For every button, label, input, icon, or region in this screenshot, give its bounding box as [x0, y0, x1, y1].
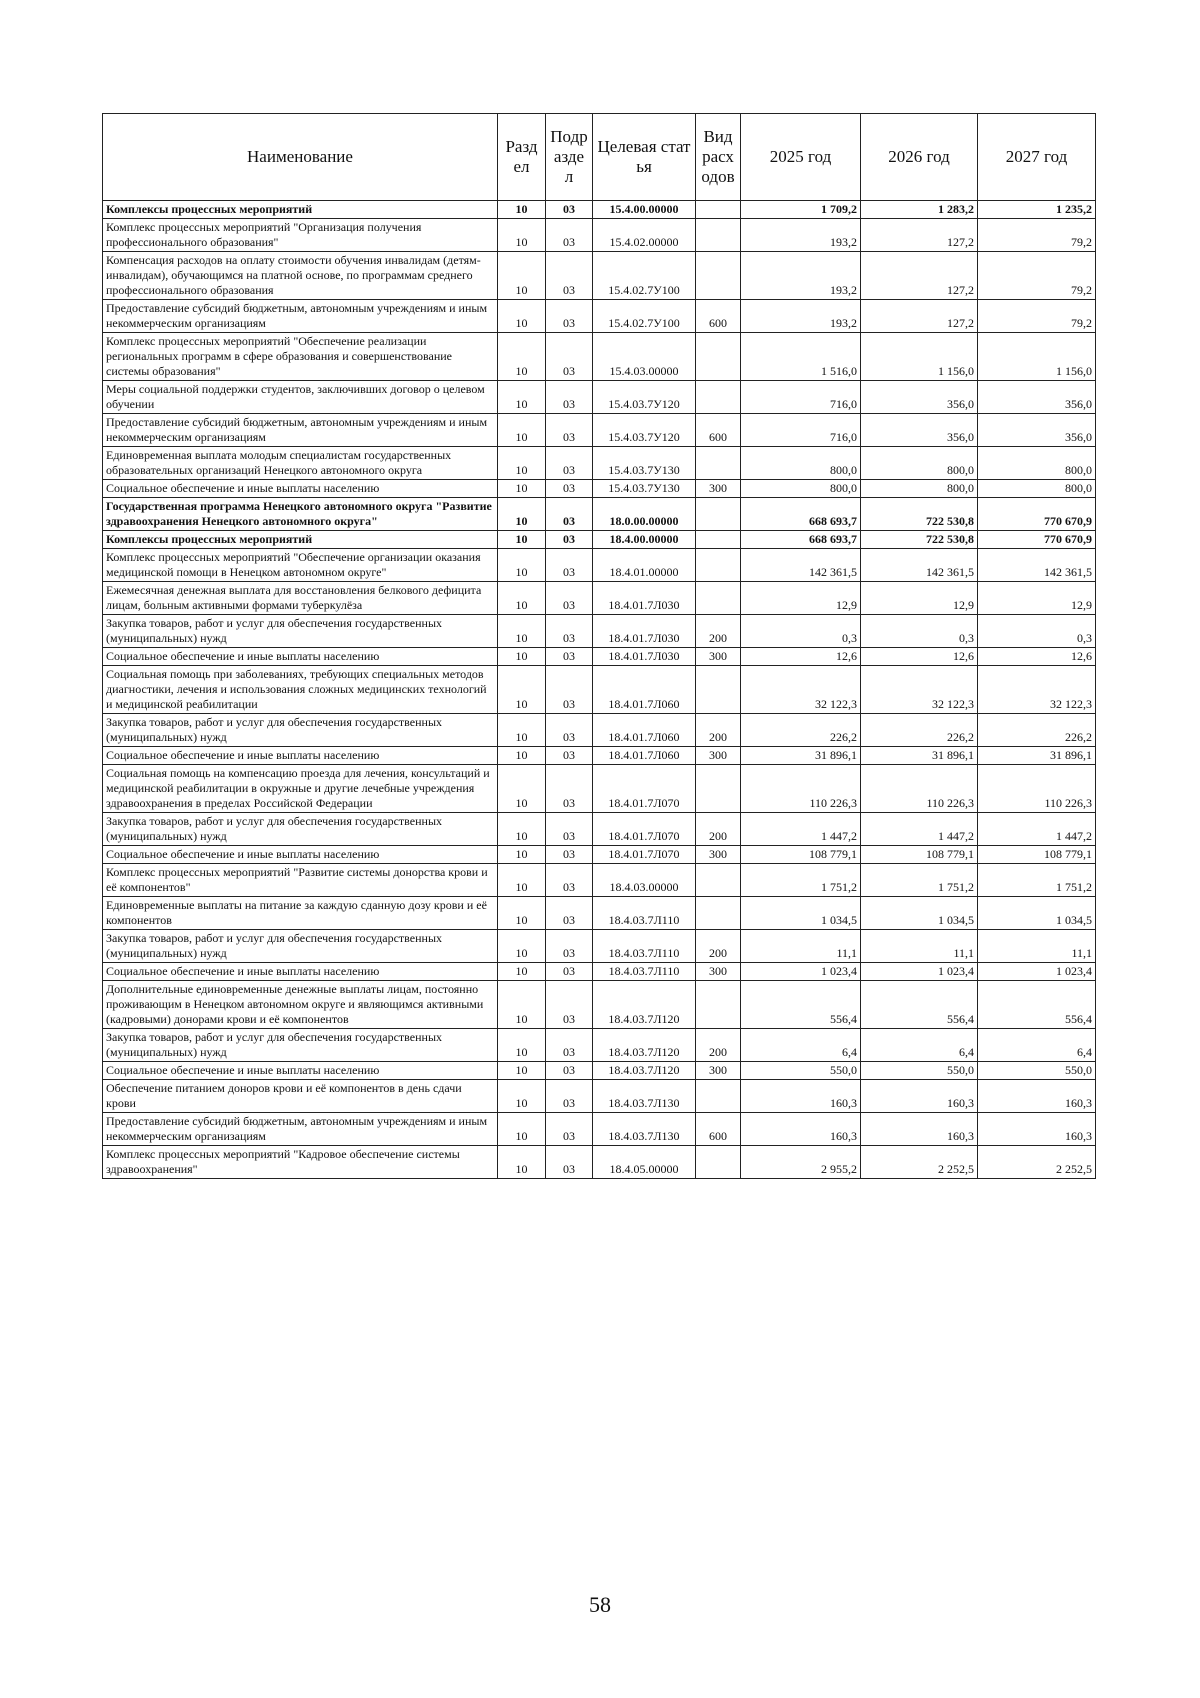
- cell-2026: 1 751,2: [861, 864, 978, 897]
- cell-2027: 1 447,2: [978, 813, 1096, 846]
- cell-vid: [696, 252, 741, 300]
- cell-podrazdel: 03: [546, 201, 593, 219]
- header-name: Наименование: [103, 114, 498, 201]
- cell-vid: [696, 381, 741, 414]
- cell-celevaya: 18.0.00.00000: [593, 498, 696, 531]
- cell-vid: 200: [696, 714, 741, 747]
- cell-podrazdel: 03: [546, 447, 593, 480]
- cell-2027: 1 235,2: [978, 201, 1096, 219]
- table-row: [103, 897, 1096, 930]
- cell-razdel: 10: [498, 201, 546, 219]
- table-row: [103, 765, 1096, 813]
- cell-2026: 110 226,3: [861, 765, 978, 813]
- table-row: [103, 549, 1096, 582]
- table-row: [103, 747, 1096, 765]
- cell-2026: 142 361,5: [861, 549, 978, 582]
- cell-name: Комплексы процессных мероприятий: [103, 531, 498, 549]
- cell-2027: 556,4: [978, 981, 1096, 1029]
- cell-name: Предоставление субсидий бюджетным, автономным учреждениям и иным некоммерческим организациям: [103, 1113, 498, 1146]
- budget-table: [102, 113, 1096, 1179]
- cell-celevaya: 18.4.01.7Л030: [593, 582, 696, 615]
- cell-2026: 32 122,3: [861, 666, 978, 714]
- cell-2026: 1 034,5: [861, 897, 978, 930]
- cell-2025: 11,1: [741, 930, 861, 963]
- cell-razdel: 10: [498, 549, 546, 582]
- cell-2025: 193,2: [741, 219, 861, 252]
- cell-name: Предоставление субсидий бюджетным, автономным учреждениям и иным некоммерческим организациям: [103, 300, 498, 333]
- cell-celevaya: 18.4.01.7Л070: [593, 765, 696, 813]
- cell-podrazdel: 03: [546, 1029, 593, 1062]
- cell-celevaya: 18.4.03.7Л120: [593, 981, 696, 1029]
- cell-vid: 300: [696, 480, 741, 498]
- header-celevaya: Целевая статья: [593, 114, 696, 201]
- cell-2025: 226,2: [741, 714, 861, 747]
- cell-2027: 79,2: [978, 252, 1096, 300]
- cell-celevaya: 15.4.03.7У130: [593, 447, 696, 480]
- cell-vid: 300: [696, 963, 741, 981]
- cell-2026: 1 023,4: [861, 963, 978, 981]
- cell-2026: 1 156,0: [861, 333, 978, 381]
- cell-2026: 127,2: [861, 219, 978, 252]
- cell-podrazdel: 03: [546, 846, 593, 864]
- cell-2027: 79,2: [978, 300, 1096, 333]
- cell-vid: 200: [696, 615, 741, 648]
- cell-2025: 1 751,2: [741, 864, 861, 897]
- cell-name: Социальная помощь на компенсацию проезда для лечения, консультаций и медицинской реабилитации в окружные и другие лечебные учреждения здравоохранения в пределах Российской Федерации: [103, 765, 498, 813]
- cell-2027: 356,0: [978, 381, 1096, 414]
- cell-name: Комплекс процессных мероприятий "Развитие системы донорства крови и её компонентов": [103, 864, 498, 897]
- cell-2026: 722 530,8: [861, 531, 978, 549]
- cell-2027: 31 896,1: [978, 747, 1096, 765]
- cell-2027: 11,1: [978, 930, 1096, 963]
- cell-vid: [696, 201, 741, 219]
- cell-name: Социальное обеспечение и иные выплаты населению: [103, 963, 498, 981]
- cell-2025: 716,0: [741, 381, 861, 414]
- cell-razdel: 10: [498, 615, 546, 648]
- cell-podrazdel: 03: [546, 381, 593, 414]
- table-row: [103, 1029, 1096, 1062]
- cell-name: Государственная программа Ненецкого автономного округа "Развитие здравоохранения Ненецкого автономного округа": [103, 498, 498, 531]
- cell-razdel: 10: [498, 813, 546, 846]
- cell-2025: 0,3: [741, 615, 861, 648]
- table-body: [103, 201, 1096, 1179]
- cell-razdel: 10: [498, 333, 546, 381]
- cell-razdel: 10: [498, 582, 546, 615]
- header-2026: 2026 год: [861, 114, 978, 201]
- table-row: [103, 615, 1096, 648]
- cell-2027: 110 226,3: [978, 765, 1096, 813]
- cell-2027: 32 122,3: [978, 666, 1096, 714]
- cell-2025: 1 034,5: [741, 897, 861, 930]
- cell-razdel: 10: [498, 300, 546, 333]
- cell-2027: 226,2: [978, 714, 1096, 747]
- cell-razdel: 10: [498, 1029, 546, 1062]
- cell-2027: 1 034,5: [978, 897, 1096, 930]
- cell-name: Дополнительные единовременные денежные выплаты лицам, постоянно проживающим в Ненецком автономном округе и являющимся активными (кадровыми) донорами крови и её компонентов: [103, 981, 498, 1029]
- cell-2025: 32 122,3: [741, 666, 861, 714]
- cell-vid: 600: [696, 300, 741, 333]
- cell-2026: 11,1: [861, 930, 978, 963]
- table-row: [103, 498, 1096, 531]
- table-row: [103, 201, 1096, 219]
- cell-vid: 300: [696, 846, 741, 864]
- cell-2026: 0,3: [861, 615, 978, 648]
- table-row: [103, 846, 1096, 864]
- cell-podrazdel: 03: [546, 219, 593, 252]
- cell-podrazdel: 03: [546, 531, 593, 549]
- cell-name: Комплекс процессных мероприятий "Кадровое обеспечение системы здравоохранения": [103, 1146, 498, 1179]
- cell-celevaya: 15.4.03.7У120: [593, 381, 696, 414]
- cell-podrazdel: 03: [546, 1146, 593, 1179]
- cell-razdel: 10: [498, 963, 546, 981]
- cell-vid: 200: [696, 1029, 741, 1062]
- cell-name: Единовременные выплаты на питание за каждую сданную дозу крови и её компонентов: [103, 897, 498, 930]
- table-row: [103, 219, 1096, 252]
- cell-name: Закупка товаров, работ и услуг для обеспечения государственных (муниципальных) нужд: [103, 930, 498, 963]
- table-row: [103, 981, 1096, 1029]
- cell-2027: 550,0: [978, 1062, 1096, 1080]
- cell-2026: 556,4: [861, 981, 978, 1029]
- cell-2026: 800,0: [861, 480, 978, 498]
- cell-2026: 160,3: [861, 1113, 978, 1146]
- cell-vid: [696, 549, 741, 582]
- cell-vid: [696, 765, 741, 813]
- cell-vid: [696, 1080, 741, 1113]
- cell-2025: 108 779,1: [741, 846, 861, 864]
- cell-razdel: 10: [498, 747, 546, 765]
- table-row: [103, 447, 1096, 480]
- cell-2025: 1 709,2: [741, 201, 861, 219]
- table-row: [103, 930, 1096, 963]
- cell-razdel: 10: [498, 846, 546, 864]
- cell-podrazdel: 03: [546, 252, 593, 300]
- cell-razdel: 10: [498, 414, 546, 447]
- cell-2025: 1 516,0: [741, 333, 861, 381]
- cell-2026: 160,3: [861, 1080, 978, 1113]
- table-row: [103, 414, 1096, 447]
- cell-celevaya: 15.4.00.00000: [593, 201, 696, 219]
- cell-2025: 193,2: [741, 252, 861, 300]
- cell-2027: 1 023,4: [978, 963, 1096, 981]
- cell-celevaya: 18.4.03.7Л110: [593, 930, 696, 963]
- cell-name: Закупка товаров, работ и услуг для обеспечения государственных (муниципальных) нужд: [103, 615, 498, 648]
- table-row: [103, 582, 1096, 615]
- cell-razdel: 10: [498, 447, 546, 480]
- cell-vid: 300: [696, 1062, 741, 1080]
- cell-2026: 550,0: [861, 1062, 978, 1080]
- cell-podrazdel: 03: [546, 1080, 593, 1113]
- table-header: [103, 114, 1096, 201]
- table-row: [103, 1062, 1096, 1080]
- cell-2025: 12,9: [741, 582, 861, 615]
- cell-razdel: 10: [498, 1062, 546, 1080]
- cell-2025: 556,4: [741, 981, 861, 1029]
- table-row: [103, 480, 1096, 498]
- cell-razdel: 10: [498, 252, 546, 300]
- table-row: [103, 714, 1096, 747]
- cell-2025: 1 023,4: [741, 963, 861, 981]
- cell-2026: 1 447,2: [861, 813, 978, 846]
- cell-name: Социальное обеспечение и иные выплаты населению: [103, 480, 498, 498]
- cell-celevaya: 18.4.01.7Л060: [593, 666, 696, 714]
- table-row: [103, 1080, 1096, 1113]
- cell-2027: 800,0: [978, 480, 1096, 498]
- cell-podrazdel: 03: [546, 480, 593, 498]
- cell-2027: 0,3: [978, 615, 1096, 648]
- cell-podrazdel: 03: [546, 897, 593, 930]
- cell-2025: 160,3: [741, 1113, 861, 1146]
- cell-2025: 800,0: [741, 480, 861, 498]
- cell-celevaya: 15.4.03.7У120: [593, 414, 696, 447]
- cell-podrazdel: 03: [546, 498, 593, 531]
- page-number: 58: [589, 1592, 611, 1617]
- cell-2026: 356,0: [861, 414, 978, 447]
- cell-razdel: 10: [498, 648, 546, 666]
- cell-celevaya: 18.4.01.00000: [593, 549, 696, 582]
- cell-name: Единовременная выплата молодым специалистам государственных образовательных организаций Ненецкого автономного округа: [103, 447, 498, 480]
- table-row: [103, 252, 1096, 300]
- cell-razdel: 10: [498, 765, 546, 813]
- cell-vid: 600: [696, 1113, 741, 1146]
- cell-razdel: 10: [498, 1080, 546, 1113]
- cell-2025: 800,0: [741, 447, 861, 480]
- cell-celevaya: 18.4.03.7Л120: [593, 1029, 696, 1062]
- cell-vid: [696, 864, 741, 897]
- cell-celevaya: 18.4.03.7Л130: [593, 1080, 696, 1113]
- cell-razdel: 10: [498, 666, 546, 714]
- cell-razdel: 10: [498, 714, 546, 747]
- cell-podrazdel: 03: [546, 615, 593, 648]
- cell-podrazdel: 03: [546, 813, 593, 846]
- cell-celevaya: 18.4.03.7Л120: [593, 1062, 696, 1080]
- cell-podrazdel: 03: [546, 963, 593, 981]
- cell-razdel: 10: [498, 1146, 546, 1179]
- cell-vid: [696, 333, 741, 381]
- cell-celevaya: 15.4.03.7У130: [593, 480, 696, 498]
- cell-name: Меры социальной поддержки студентов, заключивших договор о целевом обучении: [103, 381, 498, 414]
- cell-2027: 108 779,1: [978, 846, 1096, 864]
- header-row: [103, 114, 1096, 201]
- cell-vid: 300: [696, 648, 741, 666]
- cell-podrazdel: 03: [546, 1062, 593, 1080]
- table-row: [103, 666, 1096, 714]
- cell-vid: [696, 981, 741, 1029]
- cell-razdel: 10: [498, 480, 546, 498]
- cell-celevaya: 18.4.01.7Л060: [593, 714, 696, 747]
- cell-name: Ежемесячная денежная выплата для восстановления белкового дефицита лицам, больным активными формами туберкулёза: [103, 582, 498, 615]
- cell-2027: 79,2: [978, 219, 1096, 252]
- cell-vid: [696, 666, 741, 714]
- cell-2027: 800,0: [978, 447, 1096, 480]
- cell-2027: 770 670,9: [978, 531, 1096, 549]
- cell-celevaya: 15.4.03.00000: [593, 333, 696, 381]
- cell-2027: 12,9: [978, 582, 1096, 615]
- cell-podrazdel: 03: [546, 333, 593, 381]
- cell-name: Комплекс процессных мероприятий "Обеспечение реализации региональных программ в сфере образования и совершенствование системы образования": [103, 333, 498, 381]
- cell-celevaya: 18.4.01.7Л030: [593, 648, 696, 666]
- cell-2026: 12,9: [861, 582, 978, 615]
- cell-2026: 127,2: [861, 300, 978, 333]
- cell-name: Социальное обеспечение и иные выплаты населению: [103, 1062, 498, 1080]
- cell-vid: 200: [696, 813, 741, 846]
- cell-podrazdel: 03: [546, 981, 593, 1029]
- table-row: [103, 381, 1096, 414]
- cell-celevaya: 18.4.00.00000: [593, 531, 696, 549]
- cell-vid: 600: [696, 414, 741, 447]
- cell-2026: 800,0: [861, 447, 978, 480]
- header-2027: 2027 год: [978, 114, 1096, 201]
- cell-celevaya: 18.4.03.00000: [593, 864, 696, 897]
- cell-razdel: 10: [498, 897, 546, 930]
- cell-2026: 722 530,8: [861, 498, 978, 531]
- cell-podrazdel: 03: [546, 1113, 593, 1146]
- cell-vid: 300: [696, 747, 741, 765]
- table-row: [103, 531, 1096, 549]
- cell-vid: [696, 498, 741, 531]
- cell-name: Предоставление субсидий бюджетным, автономным учреждениям и иным некоммерческим организациям: [103, 414, 498, 447]
- cell-vid: 200: [696, 930, 741, 963]
- cell-razdel: 10: [498, 981, 546, 1029]
- cell-vid: [696, 582, 741, 615]
- cell-celevaya: 15.4.02.7У100: [593, 252, 696, 300]
- cell-2026: 31 896,1: [861, 747, 978, 765]
- cell-podrazdel: 03: [546, 765, 593, 813]
- cell-podrazdel: 03: [546, 747, 593, 765]
- cell-celevaya: 15.4.02.7У100: [593, 300, 696, 333]
- cell-2025: 142 361,5: [741, 549, 861, 582]
- table-row: [103, 1146, 1096, 1179]
- cell-2026: 12,6: [861, 648, 978, 666]
- cell-podrazdel: 03: [546, 930, 593, 963]
- cell-razdel: 10: [498, 381, 546, 414]
- header-podrazdel: Подр азде л: [546, 114, 593, 201]
- cell-podrazdel: 03: [546, 864, 593, 897]
- cell-razdel: 10: [498, 930, 546, 963]
- cell-2025: 550,0: [741, 1062, 861, 1080]
- cell-2025: 668 693,7: [741, 498, 861, 531]
- cell-razdel: 10: [498, 531, 546, 549]
- cell-name: Закупка товаров, работ и услуг для обеспечения государственных (муниципальных) нужд: [103, 1029, 498, 1062]
- cell-2025: 716,0: [741, 414, 861, 447]
- cell-2025: 193,2: [741, 300, 861, 333]
- cell-2027: 6,4: [978, 1029, 1096, 1062]
- cell-podrazdel: 03: [546, 666, 593, 714]
- cell-2027: 160,3: [978, 1080, 1096, 1113]
- cell-celevaya: 18.4.05.00000: [593, 1146, 696, 1179]
- budget-table-sheet: [102, 113, 1095, 1179]
- cell-name: Закупка товаров, работ и услуг для обеспечения государственных (муниципальных) нужд: [103, 813, 498, 846]
- cell-celevaya: 18.4.01.7Л070: [593, 846, 696, 864]
- cell-name: Комплекс процессных мероприятий "Обеспечение организации оказания медицинской помощи в Ненецком автономном округе": [103, 549, 498, 582]
- cell-vid: [696, 531, 741, 549]
- cell-2025: 12,6: [741, 648, 861, 666]
- cell-2027: 160,3: [978, 1113, 1096, 1146]
- table-row: [103, 333, 1096, 381]
- cell-2025: 110 226,3: [741, 765, 861, 813]
- cell-name: Социальное обеспечение и иные выплаты населению: [103, 648, 498, 666]
- cell-name: Комплексы процессных мероприятий: [103, 201, 498, 219]
- cell-celevaya: 18.4.01.7Л060: [593, 747, 696, 765]
- cell-2027: 356,0: [978, 414, 1096, 447]
- cell-2025: 6,4: [741, 1029, 861, 1062]
- table-row: [103, 1113, 1096, 1146]
- cell-2027: 1 156,0: [978, 333, 1096, 381]
- cell-celevaya: 18.4.03.7Л130: [593, 1113, 696, 1146]
- cell-razdel: 10: [498, 864, 546, 897]
- cell-podrazdel: 03: [546, 582, 593, 615]
- table-row: [103, 963, 1096, 981]
- cell-name: Социальная помощь при заболеваниях, требующих специальных методов диагностики, лечения и использования сложных медицинских технологий и медицинской реабилитации: [103, 666, 498, 714]
- cell-vid: [696, 219, 741, 252]
- cell-podrazdel: 03: [546, 414, 593, 447]
- cell-razdel: 10: [498, 498, 546, 531]
- header-vid: Вид расх одов: [696, 114, 741, 201]
- cell-podrazdel: 03: [546, 648, 593, 666]
- cell-podrazdel: 03: [546, 300, 593, 333]
- header-2025: 2025 год: [741, 114, 861, 201]
- cell-celevaya: 18.4.03.7Л110: [593, 897, 696, 930]
- cell-vid: [696, 447, 741, 480]
- cell-name: Комплекс процессных мероприятий "Организация получения профессионального образования": [103, 219, 498, 252]
- cell-vid: [696, 897, 741, 930]
- cell-2027: 142 361,5: [978, 549, 1096, 582]
- cell-name: Социальное обеспечение и иные выплаты населению: [103, 747, 498, 765]
- table-row: [103, 864, 1096, 897]
- cell-2027: 2 252,5: [978, 1146, 1096, 1179]
- cell-podrazdel: 03: [546, 714, 593, 747]
- cell-2025: 160,3: [741, 1080, 861, 1113]
- cell-2025: 668 693,7: [741, 531, 861, 549]
- cell-2026: 108 779,1: [861, 846, 978, 864]
- cell-2026: 127,2: [861, 252, 978, 300]
- cell-2025: 31 896,1: [741, 747, 861, 765]
- cell-celevaya: 15.4.02.00000: [593, 219, 696, 252]
- cell-2027: 1 751,2: [978, 864, 1096, 897]
- cell-razdel: 10: [498, 1113, 546, 1146]
- cell-celevaya: 18.4.01.7Л030: [593, 615, 696, 648]
- cell-2027: 12,6: [978, 648, 1096, 666]
- cell-vid: [696, 1146, 741, 1179]
- table-row: [103, 300, 1096, 333]
- cell-name: Компенсация расходов на оплату стоимости обучения инвалидам (детям-инвалидам), обучающимся на платной основе, по программам среднего профессионального образования: [103, 252, 498, 300]
- cell-celevaya: 18.4.03.7Л110: [593, 963, 696, 981]
- table-row: [103, 648, 1096, 666]
- cell-2027: 770 670,9: [978, 498, 1096, 531]
- cell-2025: 1 447,2: [741, 813, 861, 846]
- cell-name: Закупка товаров, работ и услуг для обеспечения государственных (муниципальных) нужд: [103, 714, 498, 747]
- cell-razdel: 10: [498, 219, 546, 252]
- cell-celevaya: 18.4.01.7Л070: [593, 813, 696, 846]
- table-row: [103, 813, 1096, 846]
- cell-2026: 1 283,2: [861, 201, 978, 219]
- cell-name: Обеспечение питанием доноров крови и её компонентов в день сдачи крови: [103, 1080, 498, 1113]
- cell-podrazdel: 03: [546, 549, 593, 582]
- cell-2026: 226,2: [861, 714, 978, 747]
- cell-2025: 2 955,2: [741, 1146, 861, 1179]
- cell-2026: 6,4: [861, 1029, 978, 1062]
- cell-2026: 356,0: [861, 381, 978, 414]
- cell-name: Социальное обеспечение и иные выплаты населению: [103, 846, 498, 864]
- cell-2026: 2 252,5: [861, 1146, 978, 1179]
- header-razdel: Разд ел: [498, 114, 546, 201]
